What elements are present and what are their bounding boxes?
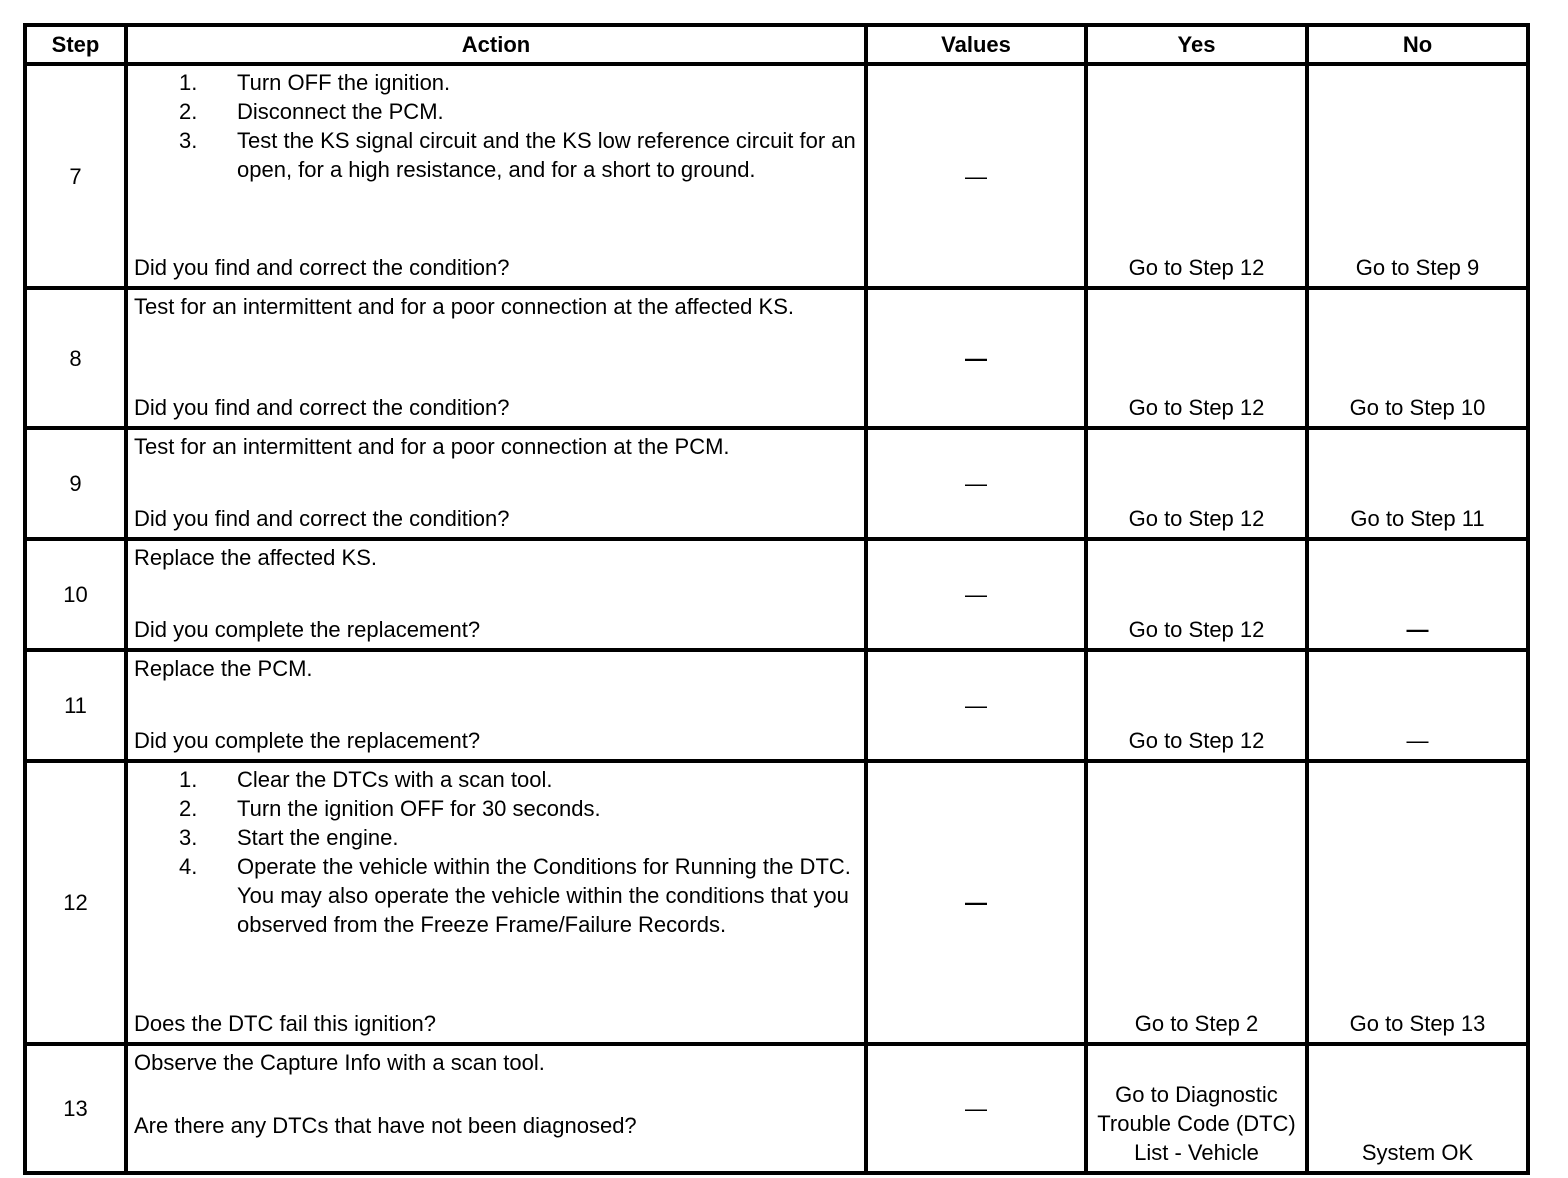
action-cell (126, 288, 866, 428)
yes-cell: Go to Diagnostic Trouble Code (DTC) List - Vehicle (1086, 1044, 1307, 1173)
action-cell (126, 64, 866, 288)
list-item: 1. Turn OFF the ignition. (179, 70, 451, 95)
table-row (25, 288, 1528, 428)
yes-cell: Go to Step 12 (1086, 428, 1307, 539)
step-number: 7 (25, 64, 126, 288)
yes-cell: Go to Step 12 (1086, 64, 1307, 288)
header-action: Action (126, 25, 866, 64)
action-text: Observe the Capture Info with a scan tool. (134, 1050, 545, 1075)
action-cell (126, 650, 866, 761)
action-text: Test for an intermittent and for a poor connection at the PCM. (134, 434, 730, 459)
diagnostic-table (23, 23, 1530, 1175)
step-number: 10 (25, 539, 126, 650)
values-cell: — (866, 539, 1086, 650)
action-list (134, 68, 856, 184)
header-no: No (1307, 25, 1528, 64)
list-item: 3. Test the KS signal circuit and the KS low reference circuit for an open, for a high resistance, and for a short to ground. (179, 128, 856, 182)
action-question: Did you complete the replacement? (134, 617, 481, 642)
values-cell: — (866, 761, 1086, 1044)
step-number: 13 (25, 1044, 126, 1173)
step-number: 11 (25, 650, 126, 761)
step-number: 8 (25, 288, 126, 428)
step-number: 12 (25, 761, 126, 1044)
no-cell: Go to Step 11 (1307, 428, 1528, 539)
values-cell: — (866, 428, 1086, 539)
values-cell: — (866, 1044, 1086, 1173)
values-cell: — (866, 64, 1086, 288)
header-values: Values (866, 25, 1086, 64)
action-text: Test for an intermittent and for a poor connection at the affected KS. (134, 294, 794, 319)
table-row (25, 539, 1528, 650)
list-item: 3. Start the engine. (179, 825, 399, 850)
action-question: Are there any DTCs that have not been diagnosed? (134, 1113, 637, 1138)
yes-cell: Go to Step 2 (1086, 761, 1307, 1044)
table-row (25, 64, 1528, 288)
header-step: Step (25, 25, 126, 64)
no-cell: System OK (1307, 1044, 1528, 1173)
action-question: Does the DTC fail this ignition? (134, 1011, 437, 1036)
action-question: Did you find and correct the condition? (134, 395, 510, 420)
action-question: Did you complete the replacement? (134, 728, 481, 753)
table-row (25, 1044, 1528, 1173)
no-cell: — (1307, 650, 1528, 761)
list-item: 2. Disconnect the PCM. (179, 99, 444, 124)
step-number: 9 (25, 428, 126, 539)
action-question: Did you find and correct the condition? (134, 255, 510, 280)
no-cell: Go to Step 10 (1307, 288, 1528, 428)
action-cell (126, 761, 866, 1044)
header-row (25, 25, 1528, 64)
list-item: 1. Clear the DTCs with a scan tool. (179, 767, 553, 792)
action-cell (126, 428, 866, 539)
action-text: Replace the PCM. (134, 656, 313, 681)
list-item: 2. Turn the ignition OFF for 30 seconds. (179, 796, 601, 821)
yes-cell: Go to Step 12 (1086, 650, 1307, 761)
action-cell (126, 1044, 866, 1173)
action-list (134, 765, 856, 939)
table-row (25, 428, 1528, 539)
header-yes: Yes (1086, 25, 1307, 64)
action-cell (126, 539, 866, 650)
yes-cell: Go to Step 12 (1086, 539, 1307, 650)
yes-cell: Go to Step 12 (1086, 288, 1307, 428)
table-row (25, 650, 1528, 761)
table-row (25, 761, 1528, 1044)
list-item: 4. Operate the vehicle within the Conditions for Running the DTC. You may also operate the vehicle within the conditions that you observed from the Freeze Frame/Failure Records. (179, 854, 851, 937)
values-cell: — (866, 288, 1086, 428)
no-cell: Go to Step 13 (1307, 761, 1528, 1044)
action-text: Replace the affected KS. (134, 545, 377, 570)
no-cell: Go to Step 9 (1307, 64, 1528, 288)
action-question: Did you find and correct the condition? (134, 506, 510, 531)
values-cell: — (866, 650, 1086, 761)
no-cell: — (1307, 539, 1528, 650)
